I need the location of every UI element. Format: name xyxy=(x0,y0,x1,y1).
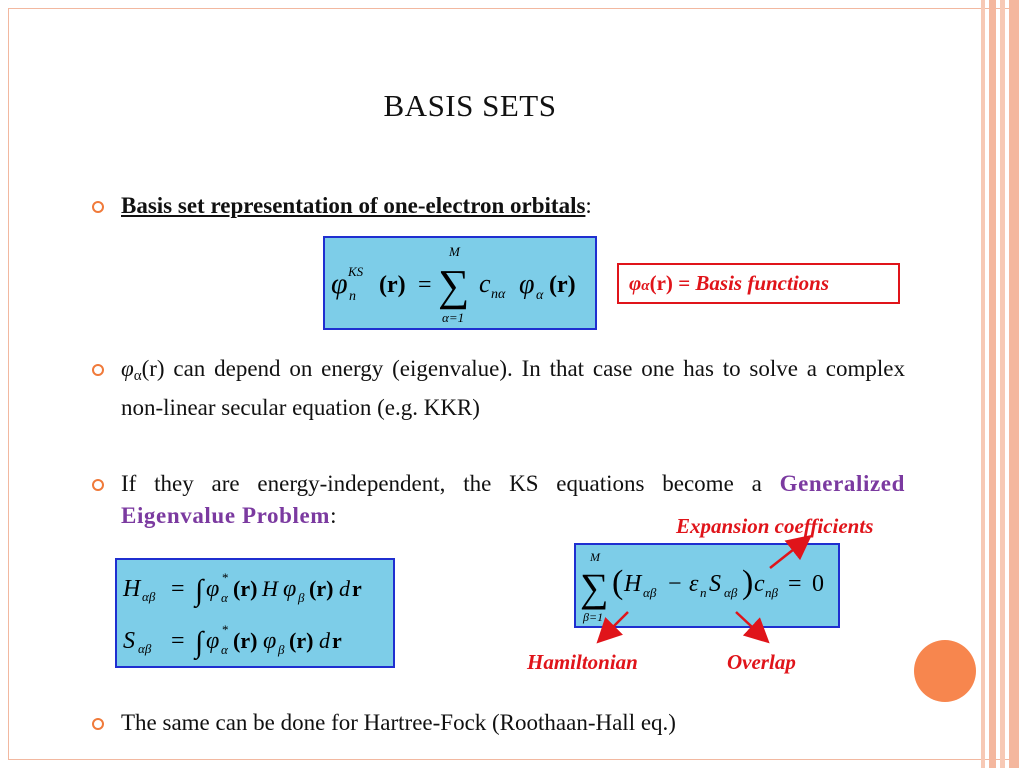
decorative-circle xyxy=(914,640,976,702)
eq-H-d: d xyxy=(339,576,350,601)
eq-basis-phi: φ xyxy=(519,269,535,300)
eq-H-dr: r xyxy=(352,576,362,601)
eq-H-alpha: α xyxy=(221,590,228,605)
basis-arg: (r) xyxy=(649,271,673,295)
sec-lparen: ( xyxy=(612,564,624,601)
arrow-to-coefficients xyxy=(770,538,808,568)
bullet-1-tail: : xyxy=(585,193,592,218)
sec-eps: ε xyxy=(689,571,699,597)
sec-c-sub: nβ xyxy=(765,585,778,600)
bullet-1-lead: Basis set representation of one-electron orbitals xyxy=(121,193,586,218)
arrow-to-hamiltonian xyxy=(600,612,628,640)
sec-H-sub: αβ xyxy=(643,585,657,600)
eq-S-beta: β xyxy=(278,642,285,657)
eq-S: S xyxy=(123,628,135,654)
eq-H-sub: αβ xyxy=(142,589,156,604)
sec-sum-bottom: β=1 xyxy=(583,610,604,624)
eq-coef-sub: nα xyxy=(491,287,506,302)
sec-eps-sub: n xyxy=(700,585,707,600)
eq-S-equals: = xyxy=(171,628,185,654)
sec-S-sub: αβ xyxy=(724,585,738,600)
eq-H-beta: β xyxy=(298,590,305,605)
eq-sigma: ∑ xyxy=(438,261,470,310)
eq-H-integral: ∫ xyxy=(195,574,204,607)
eq-H-r2: (r) xyxy=(309,576,334,601)
eq-sub-n: n xyxy=(349,289,356,304)
sec-c: c xyxy=(754,571,765,597)
basis-phi: φ xyxy=(629,271,642,295)
eq-H-phi1: φ xyxy=(206,576,220,602)
basis-sub: α xyxy=(641,278,650,294)
slide-title: BASIS SETS xyxy=(383,88,557,123)
eq-S-sub: αβ xyxy=(138,641,152,656)
arrow-to-overlap xyxy=(736,612,766,640)
eq-S-star: * xyxy=(222,622,229,637)
eq-sup-ks: KS xyxy=(348,264,364,279)
eq-coef: c xyxy=(479,269,491,298)
sec-minus: − xyxy=(668,571,682,597)
eq-sum-top: M xyxy=(449,244,460,259)
eq-H-r1: (r) xyxy=(233,576,258,601)
eq-H-equals: = xyxy=(171,576,185,602)
sec-sigma: ∑ xyxy=(580,565,609,610)
expansion-coefficients-label: Expansion coefficients xyxy=(676,514,874,538)
sec-sum-top: M xyxy=(590,550,600,564)
eq-S-phi2: φ xyxy=(263,628,277,654)
bullet-3-tail: : xyxy=(330,503,337,528)
eq-sum-bottom: α=1 xyxy=(442,310,465,325)
hamiltonian-label: Hamiltonian xyxy=(527,650,638,674)
eq-arg-r: (r) xyxy=(379,272,406,298)
sec-zero: 0 xyxy=(812,571,824,597)
eq-S-alpha: α xyxy=(221,642,228,657)
eq-basis-sub: α xyxy=(536,288,544,303)
basis-label: = Basis functions xyxy=(678,271,830,295)
eq-phi-n: φ xyxy=(331,267,348,300)
bullet-2-sub: α xyxy=(133,368,142,384)
eq-S-phi1: φ xyxy=(206,628,220,654)
eq-S-d: d xyxy=(319,628,330,653)
sec-equals: = xyxy=(788,571,802,597)
eq-S-integral: ∫ xyxy=(195,626,204,659)
eq-H-star: * xyxy=(222,570,229,585)
bullet-3-highlight: Generalized Eigenvalue Problem xyxy=(121,471,905,528)
eq-H: H xyxy=(123,576,141,602)
eq-S-r2: (r) xyxy=(289,628,314,653)
bullet-2-phi: φ xyxy=(121,356,134,381)
eq-H-phi2: φ xyxy=(283,576,297,602)
sec-H: H xyxy=(624,571,642,597)
sec-rparen: ) xyxy=(742,564,754,601)
eq-basis-arg: (r) xyxy=(549,272,576,298)
bullet-4-text: The same can be done for Hartree-Fock (Roothaan-Hall eq.) xyxy=(121,710,676,735)
eq-S-dr: r xyxy=(332,628,342,653)
sec-S: S xyxy=(709,571,721,597)
eq-S-r1: (r) xyxy=(233,628,258,653)
bullet-2-body: (r) can depend on energy (eigenvalue). In that case one has to solve a complex non-linear secular equation (e.g. KKR) xyxy=(121,356,905,420)
bullet-icon xyxy=(92,718,104,730)
overlap-label: Overlap xyxy=(727,650,796,674)
eq-H-op: H xyxy=(262,576,278,601)
eq-equals: = xyxy=(418,272,432,298)
bullet-3-body: If they are energy-independent, the KS equations become a xyxy=(121,471,780,496)
